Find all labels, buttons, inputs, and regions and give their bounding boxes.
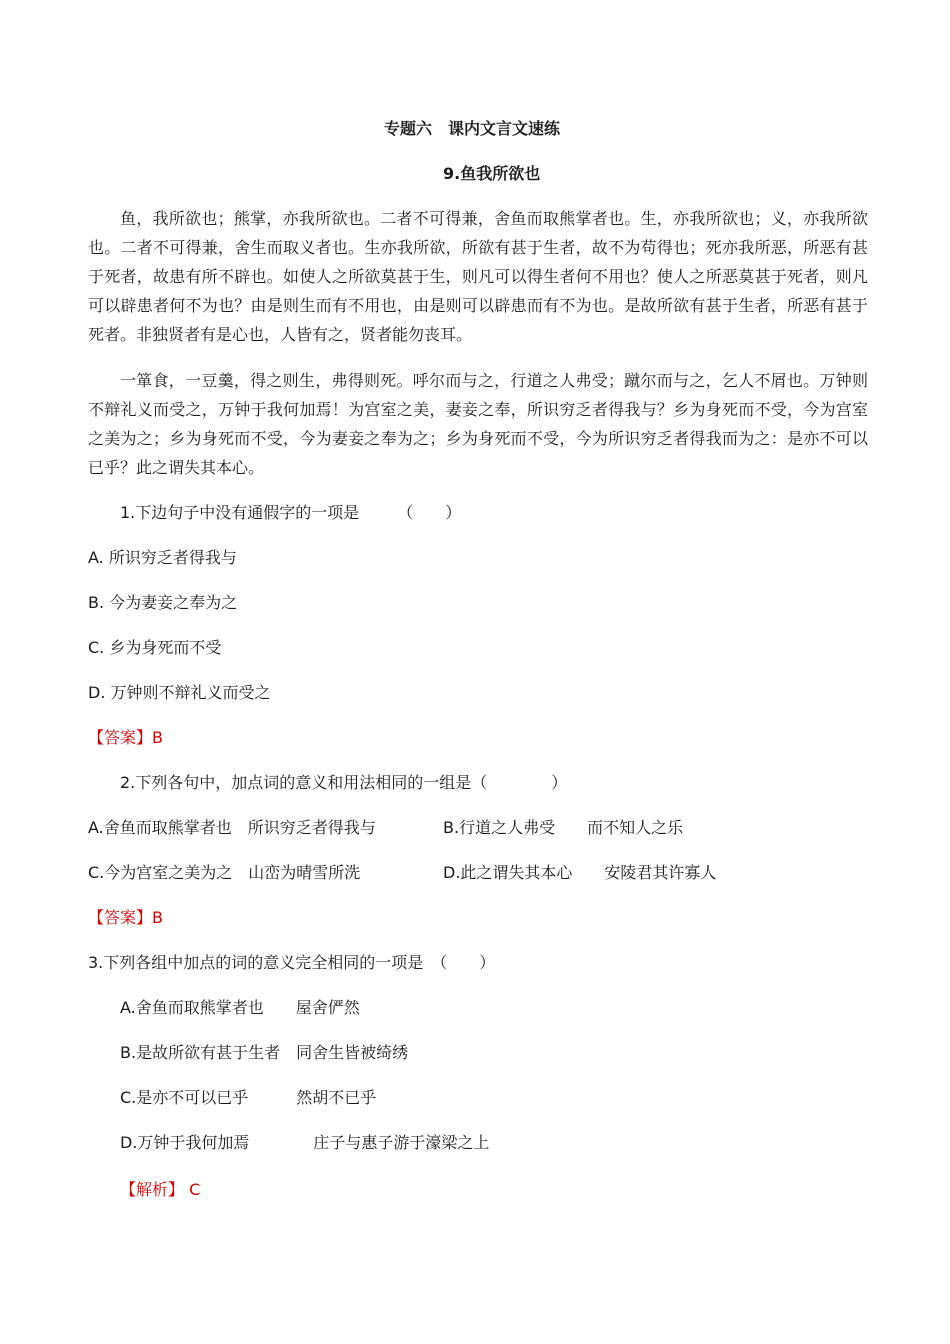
question-2-option-c: C.今为宫室之美为之 山峦为晴雪所洗 [88,863,361,882]
question-2-answer: 【答案】B [88,908,163,927]
question-3-option-d: D.万钟于我何加焉 庄子与惠子游于濠梁之上 [120,1133,490,1152]
question-2-stem: 2.下列各句中，加点词的意义和用法相同的一组是（ ） [120,773,568,792]
question-3-answer: 【解析】 C [120,1180,201,1199]
question-1-option-d: D. 万钟则不辩礼义而受之 [88,683,271,702]
question-3-stem: 3.下列各组中加点的词的意义完全相同的一项是 （ ） [88,953,496,972]
question-3-option-c: C.是亦不可以已乎 然胡不已乎 [120,1088,377,1107]
question-1-stem [120,503,461,523]
question-1-option-b: B. 今为妻妾之奉为之 [88,593,238,612]
passage-paragraph-1: 鱼，我所欲也；熊掌，亦我所欲也。二者不可得兼，舍鱼而取熊掌者也。生，亦我所欲也；义，亦我所欲也。二者不可得兼，舍生而取义者也。生亦我所欲，所欲有甚于生者，故不为苟得也；死亦我所恶，所恶有甚于死者，故患有所不辟也。如使人之所欲莫甚于生，则凡可以得生者何不用也？使人之所恶莫甚于死者，则凡可以辟患者何不为也？由是则生而有不用也，由是则可以辟患而有不为也。是故所欲有甚于生者，所恶有甚于死者。非独贤者有是心也，人皆有之，贤者能勿丧耳。 [88,209,868,344]
question-1-paren: （ ） [397,503,462,522]
question-2-option-b: B.行道之人弗受 而不知人之乐 [443,818,684,837]
question-1-answer: 【答案】B [88,728,163,747]
question-1-option-c: C. 乡为身死而不受 [88,638,222,657]
passage-paragraph-2: 一箪食，一豆羹，得之则生，弗得则死。呼尔而与之，行道之人弗受；蹴尔而与之，乞人不屑也。万钟则不辩礼义而受之，万钟于我何加焉！为宫室之美，妻妾之奉，所识穷乏者得我与？乡为身死而不受，今为宫室之美为之；乡为身死而不受，今为妻妾之奉为之；乡为身死而不受，今为所识穷乏者得我而为之：是亦不可以已乎？此之谓失其本心。 [88,371,868,477]
question-3-option-b: B.是故所欲有甚于生者 同舍生皆被绮绣 [120,1043,409,1062]
question-3-option-a: A.舍鱼而取熊掌者也 屋舍俨然 [120,998,360,1017]
question-1-text: 1.下边句子中没有通假字的一项是 [120,503,360,522]
lesson-title: 9.鱼我所欲也 [443,164,541,183]
topic-title: 专题六 课内文言文速练 [384,119,561,138]
question-2-option-d: D.此之谓失其本心 安陵君其许寡人 [443,863,717,882]
question-1-option-a: A. 所识穷乏者得我与 [88,548,237,567]
question-2-option-a: A.舍鱼而取熊掌者也 所识穷乏者得我与 [88,818,376,837]
